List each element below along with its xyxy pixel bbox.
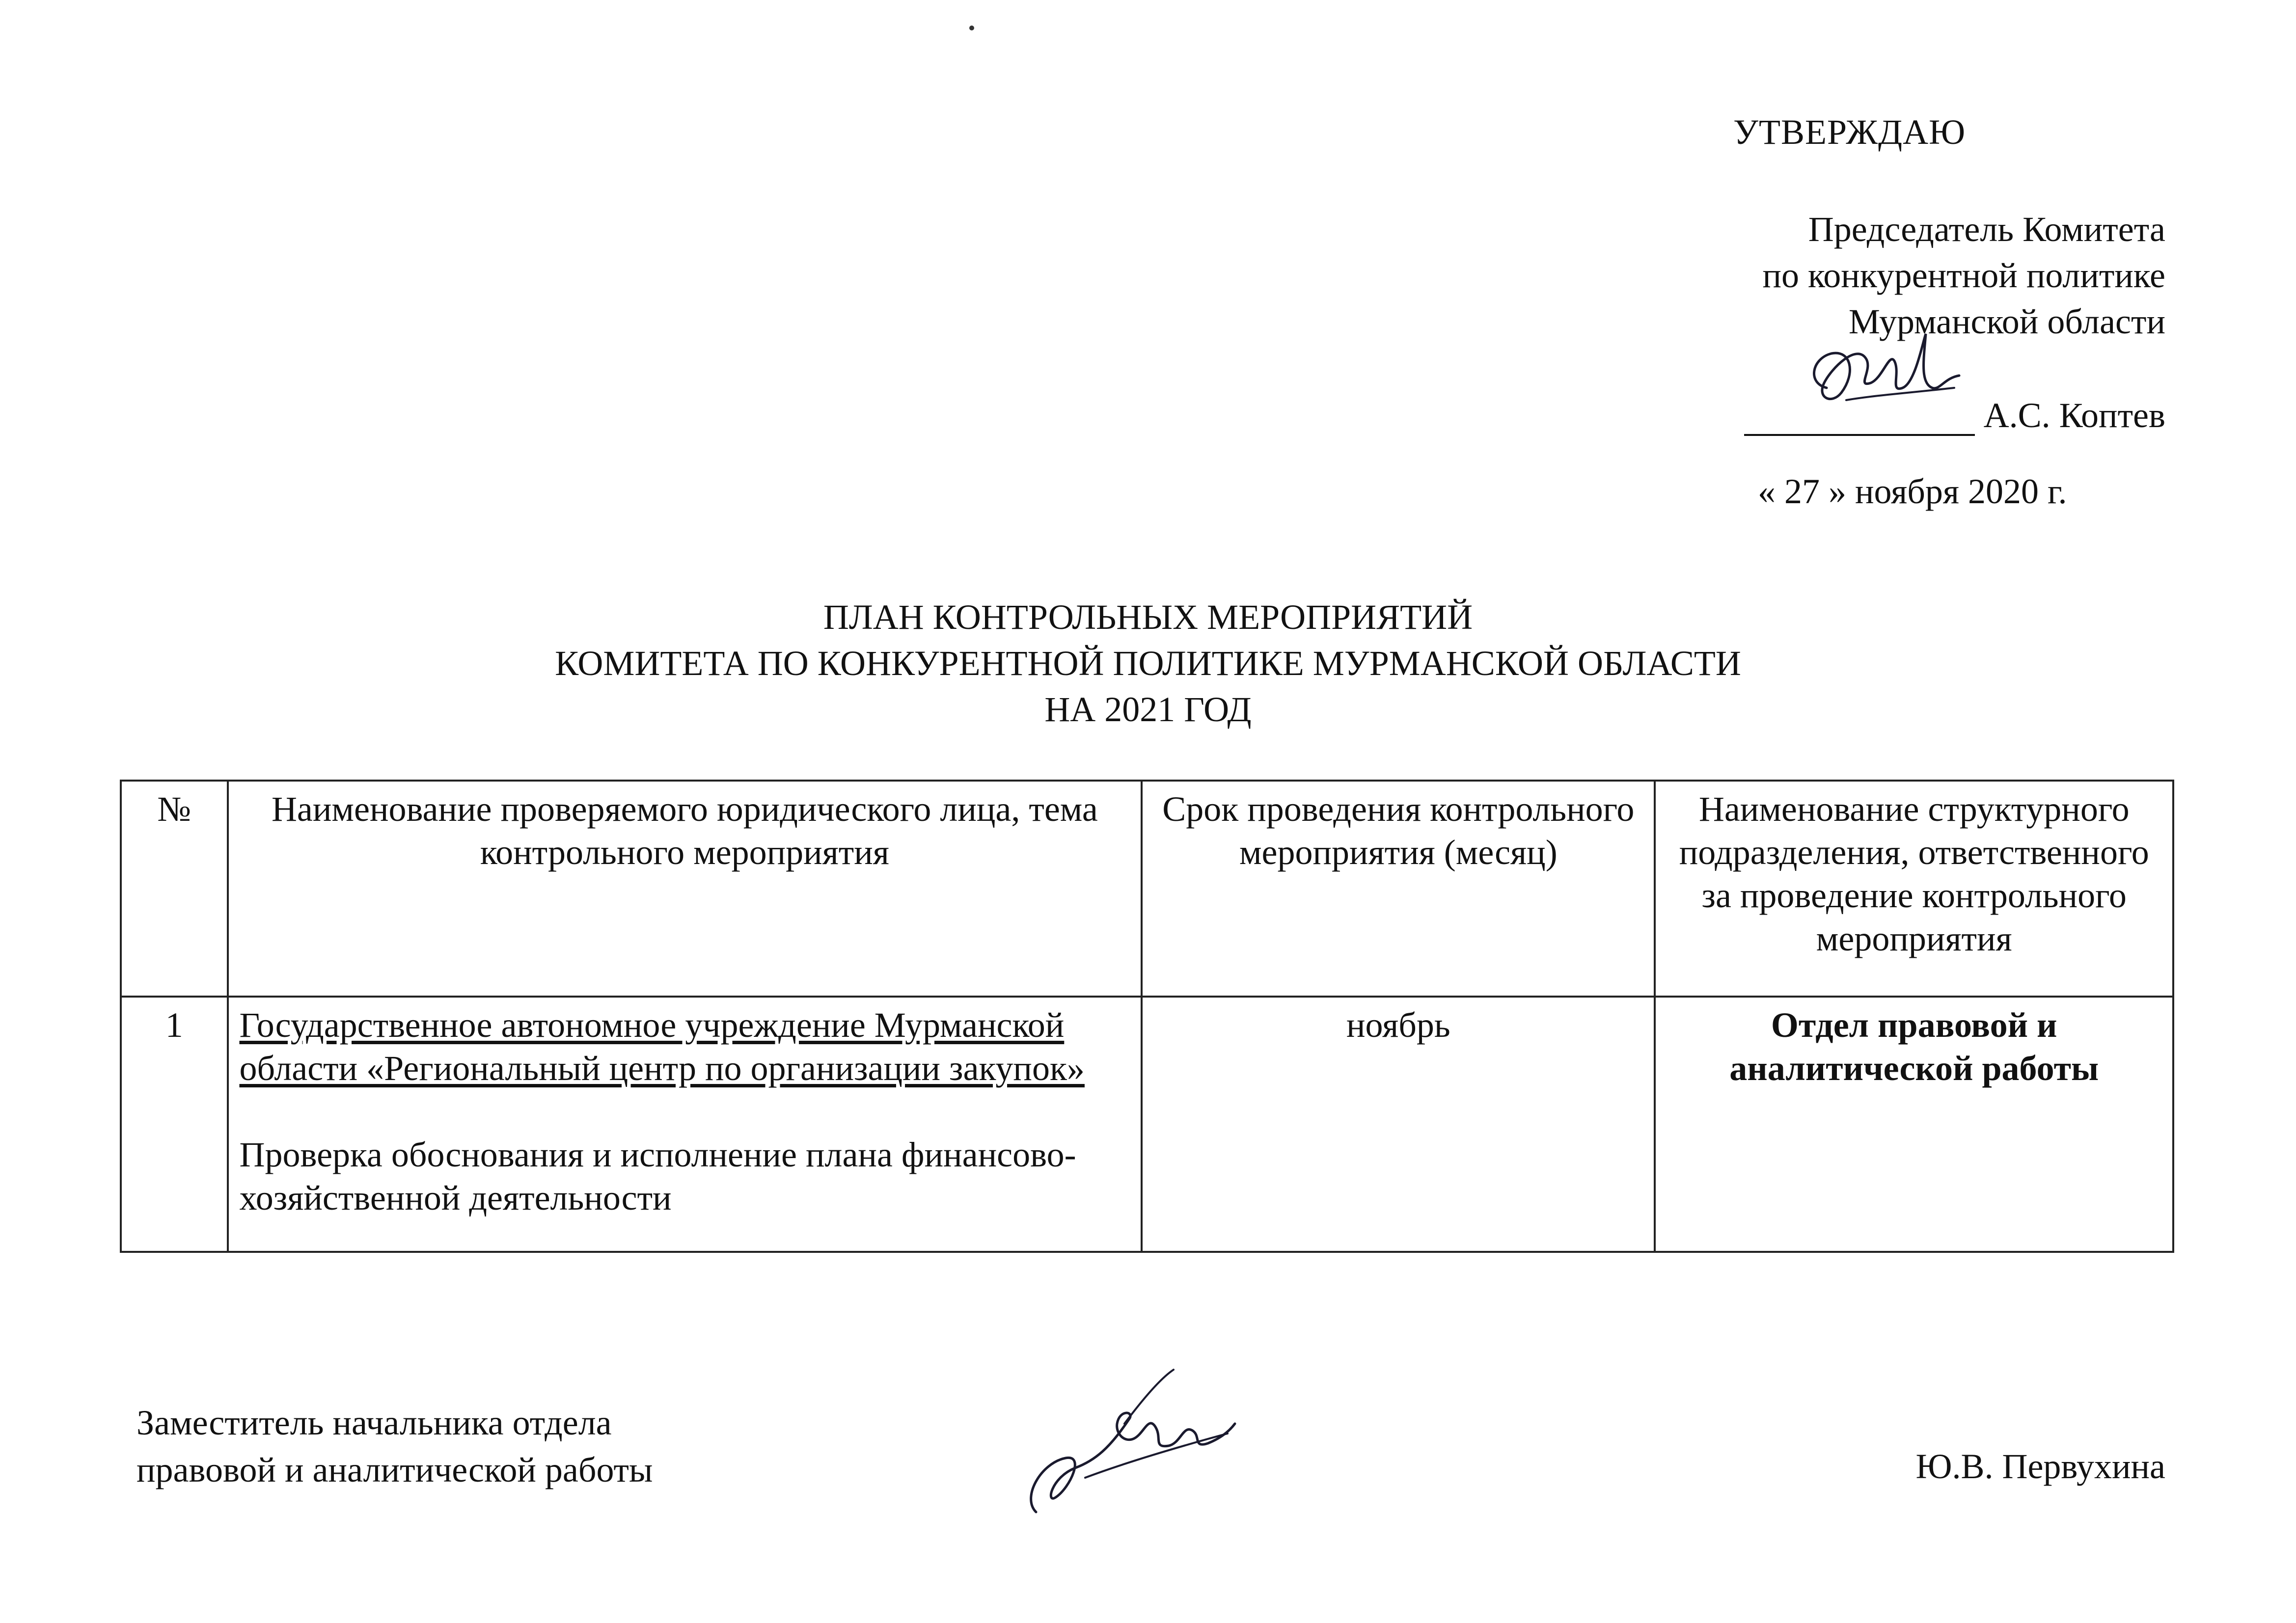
cell-organization — [228, 997, 1142, 1252]
table-row — [121, 997, 2173, 1252]
title-line: НА 2021 ГОД — [1044, 690, 1252, 729]
approver-name: А.С. Коптев — [1983, 396, 2165, 435]
header-department: Наименование структурного подразделения, ответственного за проведение контрольного мероприятия — [1655, 781, 2173, 997]
cell-term: ноябрь — [1142, 997, 1655, 1252]
title-line: ПЛАН КОНТРОЛЬНЫХ МЕРОПРИЯТИЙ — [823, 597, 1473, 637]
header-term: Срок проведения контрольного мероприятия (месяц) — [1142, 781, 1655, 997]
cell-department: Отдел правовой и аналитической работы — [1655, 997, 2173, 1252]
approver-position-line: Председатель Комитета — [1808, 210, 2165, 249]
control-topic: Проверка обоснования и исполнение плана финансово-хозяйственной деятельности — [239, 1135, 1076, 1217]
header-organization: Наименование проверяемого юридического лица, тема контрольного мероприятия — [228, 781, 1142, 997]
footer-position-line: Заместитель начальника отдела — [137, 1403, 612, 1442]
deputy-signature — [1011, 1365, 1237, 1542]
footer-position — [137, 1399, 653, 1493]
approver-position-line: по конкурентной политике — [1762, 256, 2165, 295]
approval-date: « 27 » ноября 2020 г. — [1758, 472, 2067, 511]
approver-position-line: Мурманской области — [1848, 302, 2165, 341]
signature-line — [1744, 403, 1975, 436]
footer-position-line: правовой и аналитической работы — [137, 1450, 653, 1489]
control-plan-table — [120, 780, 2174, 1253]
document-title — [0, 594, 2296, 732]
organization-name: Государственное автономное учреждение Мурманской области «Региональный центр по организации закупок» — [239, 1005, 1085, 1088]
scan-dot — [969, 26, 974, 30]
approver-signature-row — [1744, 390, 2165, 436]
approval-heading: УТВЕРЖДАЮ — [1733, 112, 1966, 152]
footer-signer-name: Ю.В. Первухина — [1915, 1447, 2165, 1486]
cell-number: 1 — [121, 997, 228, 1252]
title-line: КОМИТЕТА ПО КОНКУРЕНТНОЙ ПОЛИТИКЕ МУРМАНСКОЙ ОБЛАСТИ — [555, 644, 1741, 683]
table-header-row — [121, 781, 2173, 997]
header-number: № — [121, 781, 228, 997]
